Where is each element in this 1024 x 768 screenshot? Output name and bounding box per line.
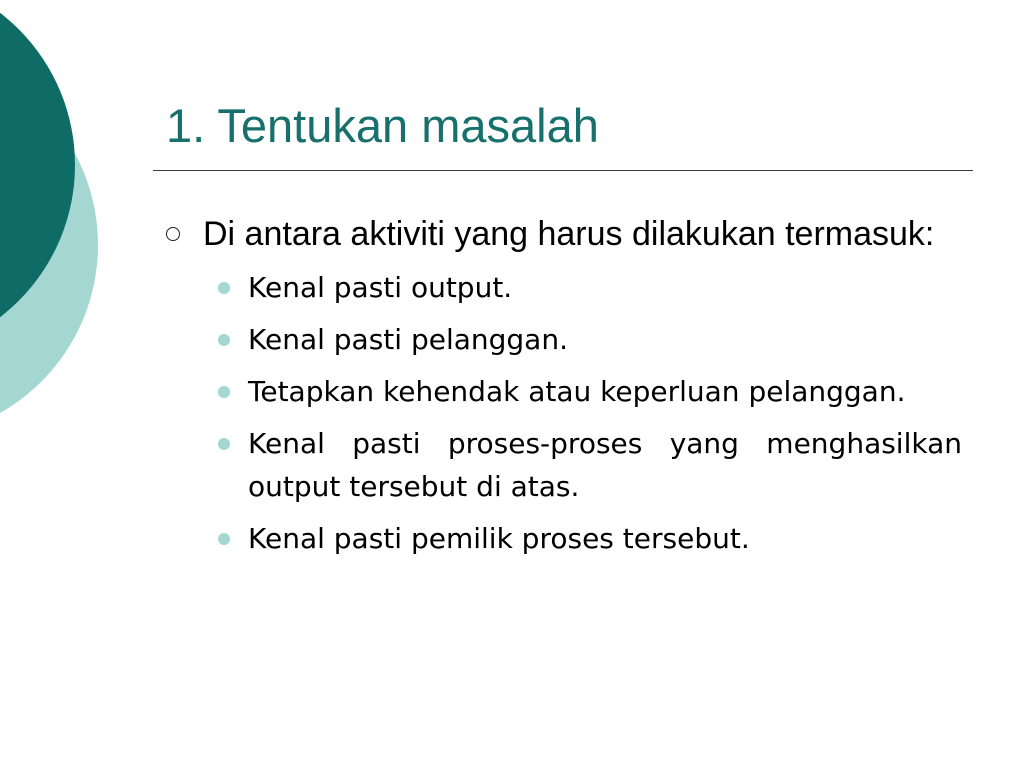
sub-point [166,422,962,508]
sub-point [166,266,962,309]
filled-circle-bullet-icon [218,533,230,545]
sub-point-text: Tetapkan kehendak atau keperluan pelanggan. [248,375,906,408]
sub-point-text: Kenal pasti pemilik proses tersebut. [248,522,750,555]
sub-point [166,318,962,361]
filled-circle-bullet-icon [218,282,230,294]
decorative-circles [0,0,110,420]
sub-point [166,370,962,413]
filled-circle-bullet-icon [218,438,230,450]
main-point-text: Di antara aktiviti yang harus dilakukan termasuk: [203,215,935,253]
hollow-circle-bullet-icon [166,227,180,241]
filled-circle-bullet-icon [218,334,230,346]
sub-point [166,517,962,560]
sub-point-text: Kenal pasti pelanggan. [248,323,568,356]
slide-content [166,210,962,569]
sub-point-list [166,266,962,560]
main-point [166,210,962,258]
title-divider [153,170,973,171]
slide-title: 1. Tentukan masalah [166,99,599,152]
filled-circle-bullet-icon [218,386,230,398]
sub-point-text: Kenal pasti output. [248,271,513,304]
sub-point-text: Kenal pasti proses-proses yang menghasilkan output tersebut di atas. [248,427,962,503]
